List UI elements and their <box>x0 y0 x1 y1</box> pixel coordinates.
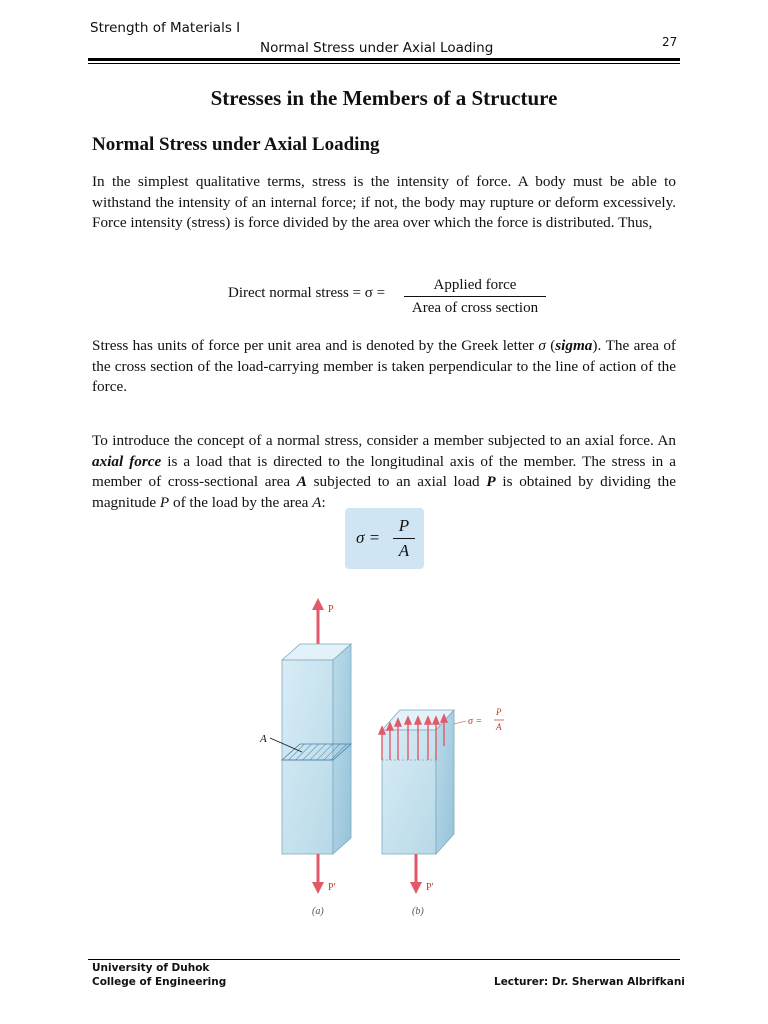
load-symbol: P <box>486 473 496 490</box>
equation-fraction <box>393 516 415 561</box>
equation-numerator: P <box>398 516 410 535</box>
axial-loading-figure <box>240 596 520 926</box>
text-run: is a load that is directed to the longitudinal axis of the member. The stress in a member of cross-sectional area <box>92 452 676 490</box>
text-run: ( <box>545 337 556 354</box>
footer-rule <box>88 959 680 960</box>
equation-fraction <box>404 275 546 318</box>
label-sigma: σ = <box>468 716 483 727</box>
fraction-bar <box>404 296 546 297</box>
fraction-bar <box>393 538 415 539</box>
caption-a: (a) <box>312 906 324 917</box>
label-P-prime-b: P′ <box>426 882 434 893</box>
header-topic: Normal Stress under Axial Loading <box>260 40 494 56</box>
header-rule-thin <box>88 63 680 64</box>
label-sigma-num: P <box>496 707 502 717</box>
paragraph-stress-units <box>92 336 676 398</box>
footer-university: University of Duhok <box>92 962 210 974</box>
area-symbol: A <box>296 473 307 490</box>
equation-denominator: Area of cross section <box>411 300 539 316</box>
prism-a <box>282 644 351 854</box>
label-A: A <box>260 733 267 745</box>
arrow-P-prime-b <box>410 854 422 894</box>
text-run: To introduce the concept of a normal stress, consider a member subjected to an axial force. An <box>92 432 676 449</box>
footer-lecturer: Lecturer: Dr. Sherwan Albrifkani <box>494 976 685 988</box>
section-title: Normal Stress under Axial Loading <box>92 134 380 155</box>
header-rule-thick <box>88 58 680 61</box>
sigma-symbol: σ <box>538 337 546 354</box>
equation-denominator: A <box>398 541 410 560</box>
header-course-title: Strength of Materials I <box>90 20 241 36</box>
equation-numerator: Applied force <box>433 277 517 293</box>
equation-lhs: Direct normal stress = σ = <box>228 285 386 301</box>
footer-college: College of Engineering <box>92 976 227 988</box>
load-symbol-italic: P <box>159 493 170 511</box>
text-run: ). The area of the cross section of the load-carrying member is taken perpendicular to the line of action of the force. <box>92 337 676 395</box>
caption-b: (b) <box>412 906 424 917</box>
paragraph-stress-definition: In the simplest qualitative terms, stress is the intensity of force. A body must be able to withstand the intensity of an internal force; if not, the body may rupture or deform excessively. Force intensity (stress) is force divided by the area over which the force is distributed. Thus, <box>92 173 676 231</box>
sigma-leader <box>454 721 466 724</box>
text-run: is obtained by dividing the magnitude <box>92 473 677 511</box>
arrow-P-prime-a <box>312 854 324 894</box>
page-number: 27 <box>662 35 678 49</box>
axial-force-term: axial force <box>92 452 162 470</box>
paragraph-axial-force <box>92 431 676 513</box>
equation-lhs: σ = <box>356 528 381 547</box>
text-run: Stress has units of force per unit area and is denoted by the Greek letter <box>92 337 539 354</box>
area-symbol-italic: A <box>312 493 322 511</box>
label-P-top: P <box>328 604 334 615</box>
label-P-prime-a: P′ <box>328 882 336 893</box>
text-run: : <box>321 493 326 511</box>
page-title: Stresses in the Members of a Structure <box>210 86 558 110</box>
equation-sigma-p-over-a <box>345 508 424 569</box>
sigma-term: sigma <box>555 337 593 354</box>
text-run: subjected to an axial load <box>306 473 487 490</box>
text-run: of the load by the area <box>169 493 313 511</box>
label-sigma-den: A <box>496 722 502 732</box>
